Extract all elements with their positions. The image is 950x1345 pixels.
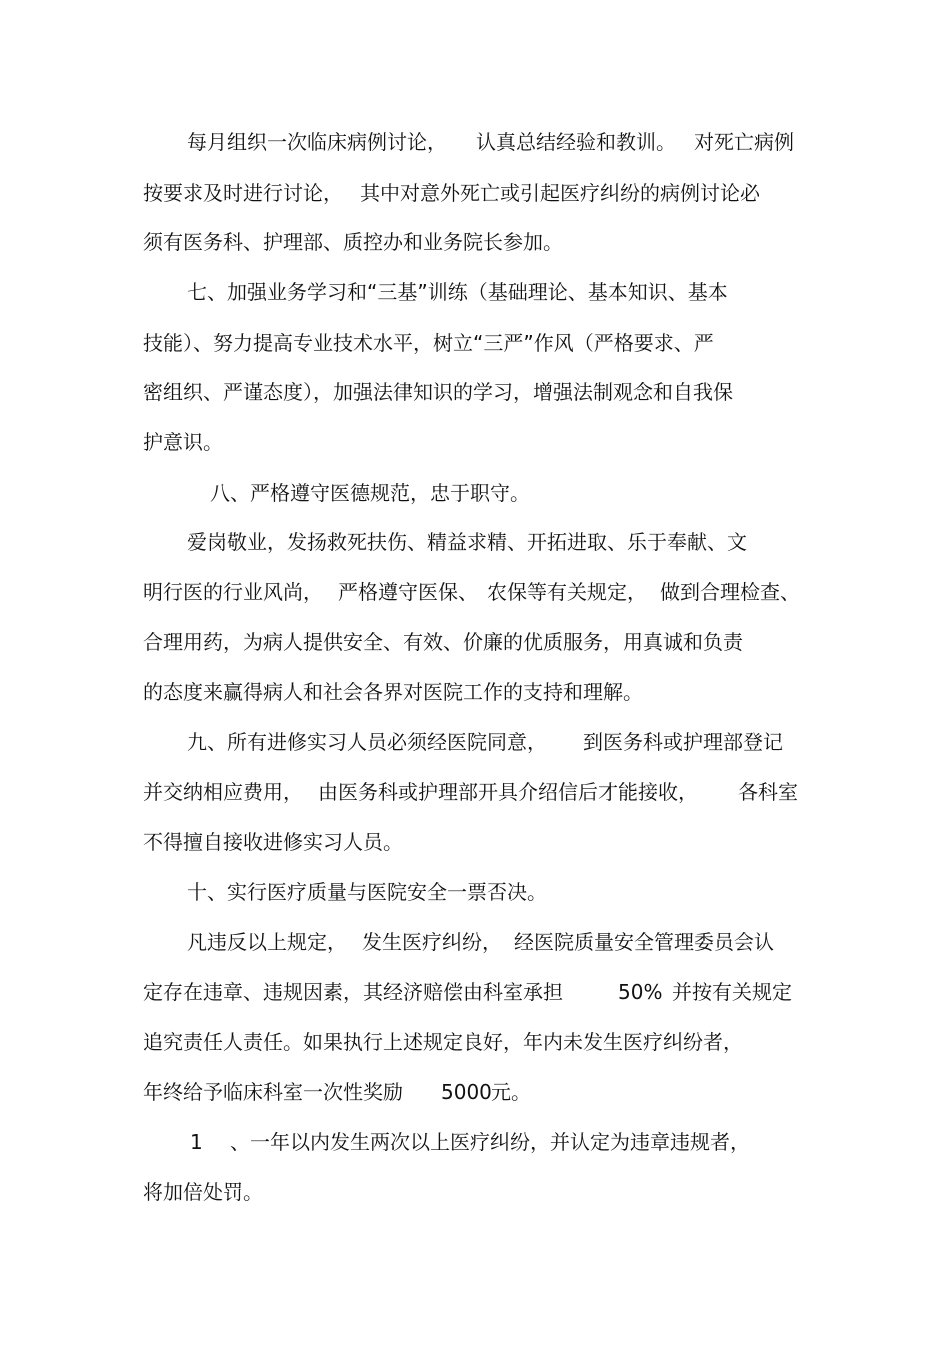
text-segment: 其中对意外死亡或引起医疗纠纷的病例讨论必 bbox=[360, 181, 760, 205]
text-line bbox=[0, 772, 950, 812]
text-line bbox=[0, 173, 950, 213]
text-segment: 定存在违章、违规因素，其经济赔偿由科室承担 bbox=[143, 980, 563, 1004]
text-line bbox=[0, 522, 950, 562]
text-segment: 的态度来赢得病人和社会各界对医院工作的支持和理解。 bbox=[143, 680, 643, 704]
text-line bbox=[0, 572, 950, 612]
text-segment: 并交纳相应费用， bbox=[143, 780, 303, 804]
text-segment: 各科室 bbox=[738, 780, 798, 804]
text-line bbox=[0, 972, 950, 1012]
text-segment: 追究责任人责任。如果执行上述规定良好，年内未发生医疗纠纷者， bbox=[143, 1030, 743, 1054]
text-segment: 年终给予临床科室一次性奖励 bbox=[143, 1080, 403, 1104]
text-line bbox=[0, 222, 950, 262]
text-segment: 合理用药，为病人提供安全、有效、价廉的优质服务，用真诚和负责 bbox=[143, 630, 743, 654]
text-segment: 到医务科或护理部登记 bbox=[583, 730, 783, 754]
text-line bbox=[0, 272, 950, 312]
text-segment: 经医院质量安全管理委员会认 bbox=[514, 930, 774, 954]
text-segment: 农保等有关规定， bbox=[487, 580, 647, 604]
text-line bbox=[0, 1072, 950, 1112]
text-segment: 做到合理检查、 bbox=[660, 580, 800, 604]
text-segment: 七、加强业务学习和“三基”训练（基础理论、基本知识、基本 bbox=[187, 280, 728, 304]
text-segment: 不得擅自接收进修实习人员。 bbox=[143, 830, 403, 854]
text-line bbox=[0, 1122, 950, 1162]
text-segment: 认真总结经验和教训。 bbox=[476, 130, 676, 154]
text-segment: 、一年以内发生两次以上医疗纠纷，并认定为违章违规者， bbox=[230, 1130, 750, 1154]
text-segment: 技能）、努力提高专业技术水平，树立“三严”作风（严格要求、严 bbox=[143, 331, 714, 355]
text-segment: 1 bbox=[190, 1130, 203, 1154]
text-segment: 密组织、严谨态度），加强法律知识的学习，增强法制观念和自我保 bbox=[143, 380, 733, 404]
text-segment: 每月组织一次临床病例讨论， bbox=[187, 130, 447, 154]
text-segment: 严格遵守医保、 bbox=[338, 580, 478, 604]
text-line bbox=[0, 422, 950, 462]
text-line bbox=[0, 372, 950, 412]
text-segment: 对死亡病例 bbox=[694, 130, 794, 154]
text-line bbox=[0, 473, 950, 513]
text-segment: 须有医务科、护理部、质控办和业务院长参加。 bbox=[143, 230, 563, 254]
text-line bbox=[0, 622, 950, 662]
text-segment: 按要求及时进行讨论， bbox=[143, 181, 343, 205]
text-segment: 护意识。 bbox=[143, 430, 223, 454]
text-line bbox=[0, 872, 950, 912]
text-segment: 由医务科或护理部开具介绍信后才能接收， bbox=[318, 780, 698, 804]
text-segment: 九、所有进修实习人员必须经医院同意， bbox=[187, 730, 547, 754]
text-segment: 并按有关规定 bbox=[672, 980, 792, 1004]
text-segment: 明行医的行业风尚， bbox=[143, 580, 323, 604]
text-segment: 凡违反以上规定， bbox=[187, 930, 347, 954]
text-line bbox=[0, 122, 950, 162]
text-segment: 发生医疗纠纷， bbox=[362, 930, 502, 954]
text-segment: 爱岗敬业，发扬救死扶伤、精益求精、开拓进取、乐于奉献、文 bbox=[187, 530, 747, 554]
text-segment: 八、严格遵守医德规范，忠于职守。 bbox=[210, 481, 530, 505]
text-segment: 5000 bbox=[441, 1080, 492, 1104]
text-line bbox=[0, 323, 950, 363]
text-line bbox=[0, 672, 950, 712]
text-segment: 将加倍处罚。 bbox=[143, 1180, 263, 1204]
text-line bbox=[0, 822, 950, 862]
text-line bbox=[0, 1022, 950, 1062]
text-segment: 十、实行医疗质量与医院安全一票否决。 bbox=[187, 880, 547, 904]
text-line bbox=[0, 1172, 950, 1212]
text-segment: 50% bbox=[618, 980, 663, 1004]
text-segment: 元。 bbox=[491, 1080, 531, 1104]
text-line bbox=[0, 922, 950, 962]
text-line bbox=[0, 722, 950, 762]
